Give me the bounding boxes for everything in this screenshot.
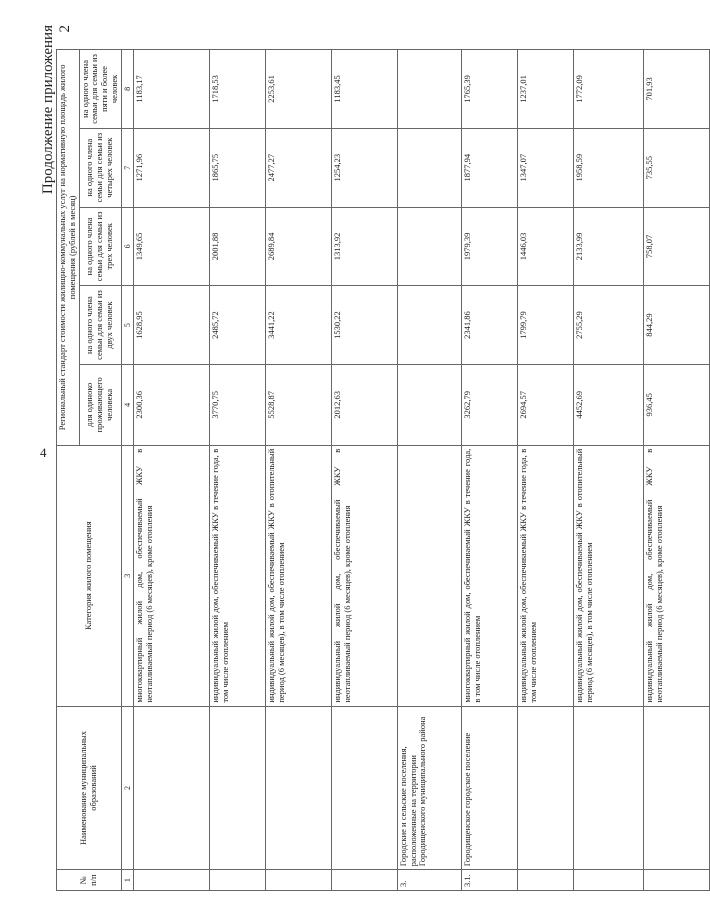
row-value: 3770,75	[209, 364, 265, 445]
standards-table	[56, 49, 710, 891]
row-value: 1347,07	[517, 128, 573, 207]
header-name: Наименование муниципальных образований	[57, 706, 122, 870]
row-value: 1765,39	[461, 50, 517, 129]
row-name	[573, 706, 643, 870]
table-row	[133, 50, 209, 891]
row-no	[265, 870, 331, 891]
row-name: Городищенское городское поселение	[461, 706, 517, 870]
subheader-cell: на одного члена семьи для семьи из трех человек	[79, 207, 121, 286]
row-category: индивидуальный жилой дом, обеспечиваемый ЖКУ в отопительный период (6 месяцев), в том числе отоплением	[265, 445, 331, 706]
row-value	[397, 50, 461, 129]
header-no: № п/п	[57, 870, 122, 891]
row-category	[397, 445, 461, 706]
row-value: 701,93	[643, 50, 709, 129]
row-value: 2001,88	[209, 207, 265, 286]
index-cell: 6	[121, 207, 133, 286]
row-value: 1183,17	[133, 50, 209, 129]
table-row	[397, 50, 461, 891]
row-value: 936,45	[643, 364, 709, 445]
table-row	[517, 50, 573, 891]
header-category: Категория жилого помещения	[57, 445, 122, 706]
row-category: индивидуальный жилой дом, обеспечиваемый ЖКУ в течение года, в том числе отоплением	[209, 445, 265, 706]
row-value: 1183,45	[331, 50, 397, 129]
index-cell: 1	[121, 870, 133, 891]
row-category: индивидуальный жилой дом, обеспечиваемый ЖКУ в отопительный период (6 месяцев), в том числе отоплением	[573, 445, 643, 706]
row-no	[517, 870, 573, 891]
row-category: индивидуальный жилой дом, обеспечиваемый ЖКУ в неотапливаемый период (6 месяцев), кроме отопления	[643, 445, 709, 706]
index-row	[121, 50, 133, 891]
row-value	[397, 128, 461, 207]
row-value: 1237,01	[517, 50, 573, 129]
row-value: 1446,03	[517, 207, 573, 286]
row-category: многоквартирный жилой дом, обеспечиваемый ЖКУ в неотапливаемый период (6 месяцев), кроме отопления	[133, 445, 209, 706]
row-no: 3.1.	[461, 870, 517, 891]
table-row	[331, 50, 397, 891]
row-value: 3441,22	[265, 286, 331, 365]
row-no	[573, 870, 643, 891]
row-no	[331, 870, 397, 891]
row-value	[397, 286, 461, 365]
row-name: Городские и сельские поселения, расположенные на территории Городищенского муниципального района	[397, 706, 461, 870]
row-name	[133, 706, 209, 870]
row-value: 1271,96	[133, 128, 209, 207]
subheader-cell: на одного члена семьи для семьи из пяти и более человек	[79, 50, 121, 129]
row-value: 1772,09	[573, 50, 643, 129]
index-cell: 2	[121, 706, 133, 870]
row-value: 2341,86	[461, 286, 517, 365]
row-value: 2253,61	[265, 50, 331, 129]
row-category: многоквартирный жилой дом, обеспечиваемый ЖКУ в течение года, в том числе отоплением	[461, 445, 517, 706]
row-value: 1958,59	[573, 128, 643, 207]
row-value: 844,29	[643, 286, 709, 365]
page-number: 4	[40, 445, 47, 460]
row-category: индивидуальный жилой дом, обеспечиваемый ЖКУ в течение года, в том числе отоплением	[517, 445, 573, 706]
row-no	[133, 870, 209, 891]
row-value: 2300,36	[133, 364, 209, 445]
table-row	[209, 50, 265, 891]
index-cell: 5	[121, 286, 133, 365]
row-name	[331, 706, 397, 870]
index-cell: 4	[121, 364, 133, 445]
subheader-cell: на одного члена семьи для семьи из двух человек	[79, 286, 121, 365]
appendix-title: Продолжение приложения 2	[40, 25, 73, 195]
table-row	[643, 50, 709, 891]
row-name	[643, 706, 709, 870]
row-category: индивидуальный жилой дом, обеспечиваемый ЖКУ в неотапливаемый период (6 месяцев), кроме отопления	[331, 445, 397, 706]
row-value: 2133,99	[573, 207, 643, 286]
subheader-cell: для одиноко проживающего человека	[79, 364, 121, 445]
row-value: 2477,27	[265, 128, 331, 207]
header-group: Региональный стандарт стоимости жилищно-коммунальных услуг на нормативную площадь жилого помещения (рублей в месяц)	[57, 50, 80, 446]
row-no	[209, 870, 265, 891]
row-value: 1799,79	[517, 286, 573, 365]
table-row	[265, 50, 331, 891]
index-cell: 8	[121, 50, 133, 129]
row-value: 1865,75	[209, 128, 265, 207]
row-value: 1877,94	[461, 128, 517, 207]
row-value: 5528,87	[265, 364, 331, 445]
row-no	[643, 870, 709, 891]
row-value: 1254,23	[331, 128, 397, 207]
row-value: 2755,29	[573, 286, 643, 365]
row-name	[209, 706, 265, 870]
row-value: 735,55	[643, 128, 709, 207]
row-value: 1979,39	[461, 207, 517, 286]
table-row	[461, 50, 517, 891]
row-value: 1718,53	[209, 50, 265, 129]
row-value: 758,07	[643, 207, 709, 286]
row-name	[517, 706, 573, 870]
index-cell: 3	[121, 445, 133, 706]
row-value: 2012,63	[331, 364, 397, 445]
row-value: 2689,84	[265, 207, 331, 286]
row-value: 2694,57	[517, 364, 573, 445]
row-value	[397, 207, 461, 286]
row-name	[265, 706, 331, 870]
index-cell: 7	[121, 128, 133, 207]
row-no: 3.	[397, 870, 461, 891]
subheader-cell: на одного члена семьи для семьи из четырех человек	[79, 128, 121, 207]
row-value: 4452,69	[573, 364, 643, 445]
row-value: 1349,65	[133, 207, 209, 286]
row-value: 2485,72	[209, 286, 265, 365]
header-row	[57, 50, 80, 891]
row-value: 3262,79	[461, 364, 517, 445]
table-row	[573, 50, 643, 891]
row-value: 1530,22	[331, 286, 397, 365]
row-value: 1628,95	[133, 286, 209, 365]
row-value: 1313,92	[331, 207, 397, 286]
row-value	[397, 364, 461, 445]
